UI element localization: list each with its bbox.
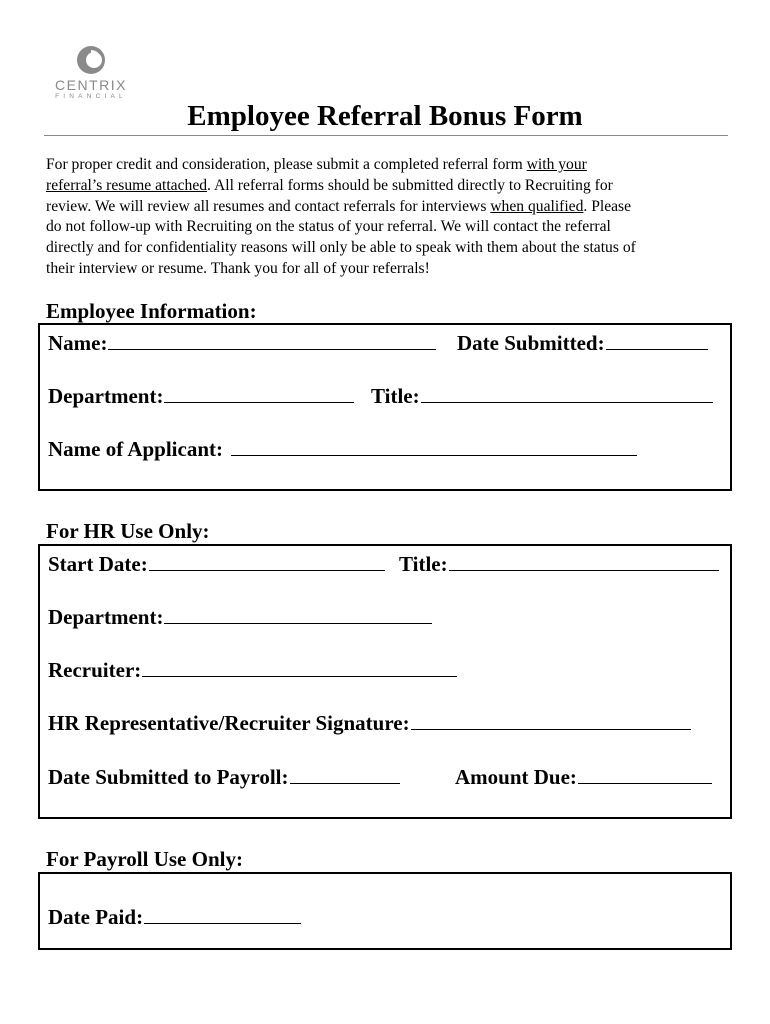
recruiter-label: Recruiter: [48, 658, 142, 682]
recruiter-input[interactable] [142, 658, 457, 677]
date-paid-field [48, 905, 301, 930]
intro-paragraph [46, 155, 726, 280]
payroll-box [38, 872, 732, 950]
amount-due-field [455, 765, 712, 790]
applicant-label: Name of Applicant: [48, 437, 223, 461]
intro-text: review. We will review all resumes and contact referrals for interviews [46, 197, 491, 215]
date-paid-input[interactable] [144, 905, 301, 924]
intro-emphasis: with your [526, 156, 587, 173]
date-payroll-input[interactable] [290, 765, 400, 784]
applicant-field [48, 437, 637, 462]
start-date-input[interactable] [149, 552, 385, 571]
department-field [48, 384, 354, 409]
hr-box [38, 544, 732, 819]
signature-field [48, 711, 691, 736]
recruiter-field [48, 658, 457, 683]
hr-department-label: Department: [48, 605, 164, 629]
date-submitted-input[interactable] [606, 331, 708, 350]
hr-title-field [399, 552, 719, 577]
date-submitted-field [457, 331, 708, 356]
start-date-field [48, 552, 385, 577]
amount-due-input[interactable] [578, 765, 712, 784]
title-label: Title: [371, 384, 420, 408]
title-input[interactable] [421, 384, 713, 403]
title-divider [44, 135, 728, 136]
section-heading-payroll: For Payroll Use Only: [46, 847, 243, 871]
department-input[interactable] [164, 384, 354, 403]
date-paid-label: Date Paid: [48, 905, 144, 929]
intro-text: . All referral forms should be submitted directly to Recruiting for [207, 176, 613, 194]
intro-emphasis: referral’s resume attached [46, 176, 208, 194]
intro-text: directly and for confidentiality reasons will only be able to speak with them about the status of [46, 239, 636, 257]
section-heading-employee: Employee Information: [46, 299, 257, 323]
signature-input[interactable] [411, 711, 691, 730]
hr-department-field [48, 605, 432, 630]
intro-emphasis: when qualified [490, 197, 584, 215]
hr-department-input[interactable] [164, 605, 432, 624]
hr-title-label: Title: [399, 552, 448, 576]
amount-due-label: Amount Due: [455, 765, 577, 789]
name-label: Name: [48, 331, 108, 355]
logo-name: CENTRIX [55, 77, 127, 93]
signature-label: HR Representative/Recruiter Signature: [48, 711, 410, 735]
title-field [371, 384, 713, 409]
department-label: Department: [48, 384, 164, 408]
hr-title-input[interactable] [449, 552, 719, 571]
intro-text: do not follow-up with Recruiting on the status of your referral. We will contact the referral [46, 218, 611, 236]
date-submitted-label: Date Submitted: [457, 331, 605, 355]
intro-text: For proper credit and consideration, please submit a completed referral form [46, 156, 527, 173]
form-title: Employee Referral Bonus Form [187, 100, 583, 132]
logo-subtitle: FINANCIAL [55, 93, 127, 100]
name-input[interactable] [108, 331, 436, 350]
intro-text: their interview or resume. Thank you for all of your referrals! [46, 259, 430, 277]
date-payroll-label: Date Submitted to Payroll: [48, 765, 289, 789]
employee-info-box [38, 323, 732, 491]
start-date-label: Start Date: [48, 552, 148, 576]
date-payroll-field [48, 765, 400, 790]
intro-text: . Please [583, 197, 632, 215]
name-field [48, 331, 436, 356]
logo-text [44, 78, 138, 101]
applicant-input[interactable] [231, 437, 637, 456]
section-heading-hr: For HR Use Only: [46, 519, 210, 543]
